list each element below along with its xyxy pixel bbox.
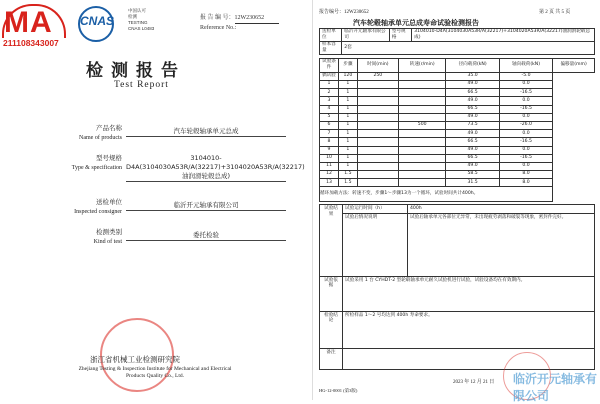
- result-value: 400h: [408, 205, 595, 214]
- table-row: [320, 113, 595, 121]
- table-cell: 49.0: [446, 146, 499, 154]
- table-cell: 0.0: [499, 130, 552, 138]
- table-cell: [357, 113, 398, 121]
- table-cell: 500: [398, 121, 446, 129]
- table-row: [320, 72, 595, 80]
- table-cell: 偶试验: [320, 72, 339, 80]
- results-table: [319, 204, 595, 370]
- table-row: [320, 154, 595, 162]
- table-cell: [357, 171, 398, 179]
- table-cell: 9: [320, 146, 339, 154]
- institute-name-en: Zhejiang Testing & Inspection Institute for Mechanical and Electrical Products Quality Co., Ltd.: [78, 366, 232, 379]
- table-cell: -26.0: [499, 121, 552, 129]
- table-cell: 49.0: [446, 162, 499, 170]
- result-side-label: 试验结果: [320, 205, 343, 277]
- table-cell: [357, 121, 398, 129]
- table-cell: [398, 89, 446, 97]
- table-cell: [398, 130, 446, 138]
- table-row: [320, 97, 595, 105]
- institute-name: 浙江省机械工业检测研究院: [90, 355, 180, 364]
- table-cell: 8: [320, 138, 339, 146]
- conditions-side-label: 试验条件: [320, 59, 339, 73]
- table-cell: [398, 81, 446, 89]
- info-cell: 3104010-D4A(3104030A53R/A(32217)+3104020A53R/A(32217)油润滑轮毂总成): [412, 29, 595, 42]
- table-cell: 0.0: [499, 113, 552, 121]
- cnas-logo: CNAS: [80, 14, 115, 28]
- conclusion-text: 所检样品 1～2 号均达到 400h 寿命要求。: [343, 311, 595, 348]
- table-cell: 1.5: [339, 179, 358, 187]
- table-cell: [357, 146, 398, 154]
- table-cell: [398, 179, 446, 187]
- table-cell: 66.5: [446, 138, 499, 146]
- table-cell: 1: [320, 81, 339, 89]
- column-header: 步骤: [339, 59, 358, 73]
- table-cell: [357, 97, 398, 105]
- result-value: 试验后轴承单元各部位无异常，未出现疲劳剥落和破裂等现象，密封件完好。: [408, 213, 595, 276]
- table-cell: 120: [339, 72, 358, 80]
- table-cell: 58.5: [446, 171, 499, 179]
- table-cell: 1: [339, 113, 358, 121]
- table-cell: -5.0: [499, 72, 552, 80]
- table-cell: 66.5: [446, 89, 499, 97]
- table-cell: 11: [320, 162, 339, 170]
- table-cell: 7: [320, 130, 339, 138]
- table-row: [320, 138, 595, 146]
- table-cell: 8.0: [499, 179, 552, 187]
- column-header: 时间(min): [357, 59, 398, 73]
- table-row: [320, 171, 595, 179]
- cnas-accreditation: 中国认可 检测 TESTING CNAS L0483: [128, 8, 155, 31]
- table-cell: [398, 162, 446, 170]
- table-cell: [398, 146, 446, 154]
- table-row: [320, 162, 595, 170]
- result-key: 试验后情况说明: [343, 213, 408, 276]
- table-cell: 12: [320, 171, 339, 179]
- report-number: 报 告 编 号：12W230652 Reference No.:: [200, 14, 279, 33]
- table-cell: 66.5: [446, 105, 499, 113]
- table-cell: 1: [339, 138, 358, 146]
- column-header: 偏移量(mm): [553, 59, 595, 73]
- table-row: [320, 146, 595, 154]
- table-cell: 0.0: [499, 146, 552, 154]
- info-cell: 样本容量: [320, 42, 342, 55]
- table-cell: 1.5: [339, 171, 358, 179]
- table-cell: 1: [339, 146, 358, 154]
- table-cell: 3: [320, 97, 339, 105]
- page-report-number: 报告编号：12W230652: [319, 10, 369, 15]
- remark-label: 备注: [320, 348, 343, 369]
- table-cell: 35.0: [446, 72, 499, 80]
- table-cell: 1: [339, 81, 358, 89]
- table-cell: [357, 179, 398, 187]
- form-code: HG-12-0001 (第3版): [319, 388, 358, 393]
- table-cell: 73.5: [446, 121, 499, 129]
- table-header-row: [320, 59, 595, 73]
- table-cell: [357, 81, 398, 89]
- table-cell: [357, 130, 398, 138]
- table-cell: [357, 154, 398, 162]
- test-conditions-table: [319, 58, 595, 202]
- table-cell: -16.5: [499, 138, 552, 146]
- table-cell: [398, 171, 446, 179]
- basis-text: 试验采用 1 台 CYHDT-2 型轮毂轴承单元耐久试验机进行试验，试验设备均在有效期内。: [343, 276, 595, 311]
- table-row: [320, 81, 595, 89]
- info-cell: 型号规格: [389, 29, 411, 42]
- table-cell: 250: [357, 72, 398, 80]
- table-row: [320, 130, 595, 138]
- table-cell: 1: [339, 89, 358, 97]
- table-cell: 4: [320, 105, 339, 113]
- table-cell: 1: [339, 130, 358, 138]
- table-cell: [398, 138, 446, 146]
- table-cell: [398, 97, 446, 105]
- table-cell: 1: [339, 162, 358, 170]
- info-cell: 送检单位: [320, 29, 342, 42]
- conditions-note: 循环加载方法：转速不变，步骤1～步骤13为一个循环，试验时间共计400h。: [320, 187, 553, 202]
- table-cell: [398, 154, 446, 162]
- sample-info-table: [319, 28, 595, 55]
- table-row: [320, 89, 595, 97]
- table-cell: [398, 113, 446, 121]
- table-cell: [357, 138, 398, 146]
- table-cell: [357, 89, 398, 97]
- table-cell: [398, 105, 446, 113]
- report-cover: MA 211108343007 CNAS 中国认可 检测 TESTING CNAS L0483 报 告 编 号：12W230652 Reference No.: 检测报告 Test Report 产品名称 Name of products 汽车轮毂轴承单元总成 型号规格 Type & specification 3104010-D4A(3104030A53R/A(32217)+3104020A53R/A(32217)油润滑轮毂总成) 送检单位 Inspected consigner 临沂开元轴承有限公司 检测类别 Kind of test 委托检验 浙江省机械工业检测研究院 Zhejiang Testing & Inspection Institute for Mechanical and Electrical Products Quality Co., Ltd.: [0, 0, 300, 400]
- table-cell: 8.0: [499, 171, 552, 179]
- table-cell: 1: [339, 97, 358, 105]
- table-row: [320, 121, 595, 129]
- column-header: 转速(r/min): [398, 59, 446, 73]
- table-cell: 5: [320, 113, 339, 121]
- table-row: [320, 105, 595, 113]
- table-cell: 49.0: [446, 97, 499, 105]
- table-cell: -16.5: [499, 89, 552, 97]
- ma-number: 211108343007: [3, 38, 59, 48]
- report-title: 检测报告: [86, 61, 186, 81]
- basis-label: 试验依据: [320, 276, 343, 311]
- table-cell: [357, 162, 398, 170]
- page-title: 汽车轮毂轴承单元总成寿命试验检测报告: [353, 19, 479, 27]
- table-row: [320, 179, 595, 187]
- table-cell: 66.5: [446, 154, 499, 162]
- table-cell: 1: [339, 121, 358, 129]
- info-cell: 临沂开元轴承有限公司: [342, 29, 390, 42]
- table-cell: 0.0: [499, 97, 552, 105]
- table-cell: 1: [339, 154, 358, 162]
- table-cell: 49.0: [446, 113, 499, 121]
- table-cell: 2: [320, 89, 339, 97]
- watermark: 临沂开元轴承有限公司: [513, 372, 598, 403]
- table-cell: -16.5: [499, 154, 552, 162]
- column-header: 轴向载荷(kN): [499, 59, 552, 73]
- report-title-en: Test Report: [114, 80, 169, 90]
- ma-logo: MA: [4, 6, 53, 39]
- table-cell: 13: [320, 179, 339, 187]
- table-cell: 31.5: [446, 179, 499, 187]
- table-cell: 49.0: [446, 81, 499, 89]
- table-cell: [398, 72, 446, 80]
- table-cell: [357, 105, 398, 113]
- table-cell: 6: [320, 121, 339, 129]
- table-cell: 1: [339, 105, 358, 113]
- info-cell: 2套: [342, 42, 595, 55]
- result-key: 试验运行时间（h）: [343, 205, 408, 214]
- report-date: 2023 年 12 月 21 日: [453, 380, 495, 385]
- page-number: 第 2 页 共 5 页: [539, 10, 571, 15]
- table-cell: 0.0: [499, 162, 552, 170]
- table-cell: 0.0: [499, 81, 552, 89]
- table-cell: 49.0: [446, 130, 499, 138]
- report-page-2: [312, 0, 600, 403]
- table-cell: -16.5: [499, 105, 552, 113]
- column-header: 径向载荷(kN): [446, 59, 499, 73]
- conclusion-label: 检验结论: [320, 311, 343, 348]
- table-cell: 10: [320, 154, 339, 162]
